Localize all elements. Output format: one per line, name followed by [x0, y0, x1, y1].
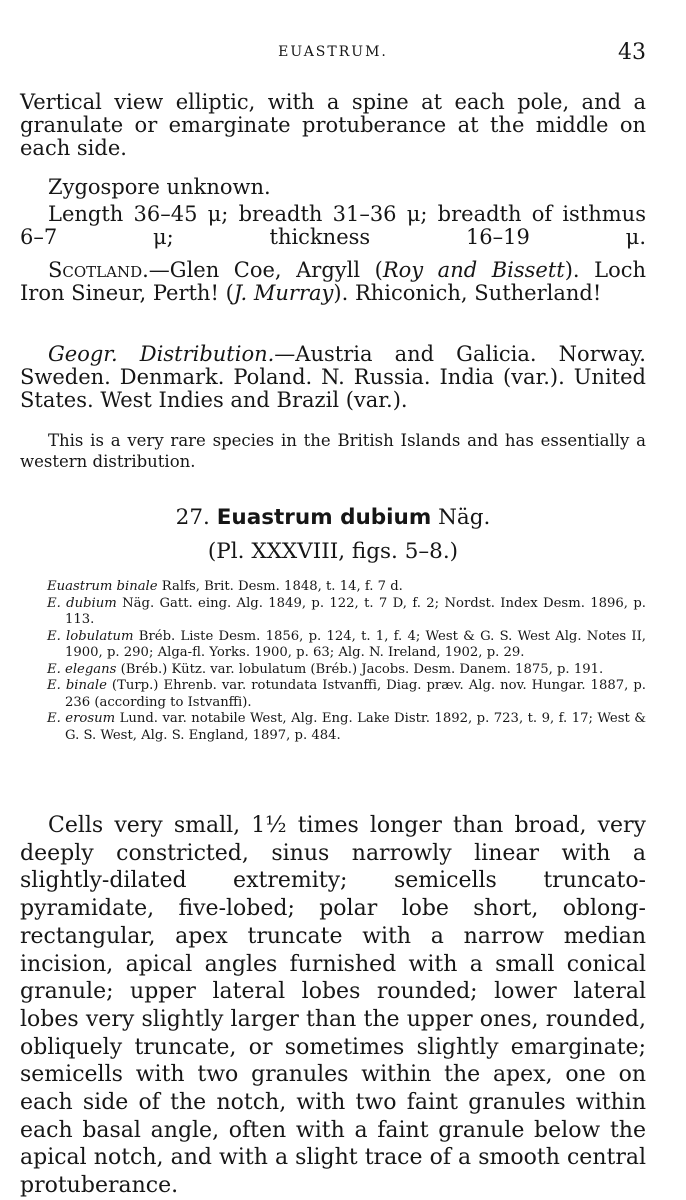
synonym-reference: Bréb. Liste Desm. 1856, p. 124, t. 1, f. 4; West & G. S. West Alg. Notes II, 1900, p. 290; Alga-fl. Yorks. 1900, p. 63; Alg. N. Ireland, 1902, p. 29.	[65, 628, 646, 660]
scotland-localities-paragraph	[20, 259, 646, 305]
zygospore-paragraph: Zygospore unknown.	[48, 175, 271, 199]
synonym-list	[20, 579, 646, 744]
scotland-collectors-2: J. Murray	[233, 281, 334, 305]
scotland-collectors-1: Roy and Bissett	[382, 258, 565, 282]
synonym-item	[47, 711, 646, 744]
page-header	[20, 40, 646, 70]
synonym-item	[47, 629, 646, 662]
species-authority: Näg.	[438, 505, 491, 530]
synonym-name: E. lobulatum	[47, 628, 134, 644]
scotland-label: Scotland.	[48, 258, 149, 282]
synonym-name: E. dubium	[47, 595, 117, 611]
synonym-item	[47, 678, 646, 711]
synonym-name: Euastrum binale	[47, 579, 158, 594]
distribution-label: Geogr. Distribution.	[48, 342, 275, 366]
rarity-note: This is a very rare species in the British Islands and has essentially a western distribution.	[20, 431, 646, 471]
species-description: Cells very small, 1½ times longer than broad, very deeply constricted, sinus narrowly linear with a slightly-dilated extremity; semicells truncato-pyramidate, five-lobed; polar lobe short, oblong-rectangular, apex truncate with a narrow median incision, apical angles furnished with a small conical granule; upper lateral lobes rounded; lower lateral lobes very slightly larger than the upper ones, rounded, obliquely truncate, or sometimes slightly emarginate; semicells with two granules within the apex, one on each side of the notch, with two faint granules within each basal angle, often with a faint granule below the apical notch, and with a slight trace of a smooth central protuberance.	[20, 813, 646, 1199]
page-number: 43	[618, 40, 646, 65]
distribution-paragraph	[20, 343, 646, 412]
dimensions-paragraph: Length 36–45 μ; breadth 31–36 μ; breadth of isthmus 6–7 μ; thickness 16–19 μ.	[20, 202, 646, 249]
synonym-item	[47, 596, 646, 629]
species-name: Euastrum dubium	[216, 505, 432, 530]
species-number: 27.	[175, 505, 210, 530]
synonym-item	[47, 662, 646, 679]
running-title: EUASTRUM.	[278, 44, 388, 60]
species-heading	[20, 505, 646, 531]
synonym-reference: Lund. var. notabile West, Alg. Eng. Lake Distr. 1892, p. 723, t. 9, f. 17; West & G. S. West, Alg. S. England, 1897, p. 484.	[65, 711, 646, 743]
synonym-reference: (Turp.) Ehrenb. var. rotundata Istvanffi, Diag. præv. Alg. nov. Hungar. 1887, p. 236 (according to Istvanffi).	[65, 678, 646, 710]
synonym-reference: Näg. Gatt. eing. Alg. 1849, p. 122, t. 7 D, f. 2; Nordst. Index Desm. 1896, p. 113.	[65, 595, 646, 627]
synonym-name: E. erosum	[47, 711, 116, 726]
synonym-item	[47, 579, 646, 596]
vertical-view-paragraph: Vertical view elliptic, with a spine at each pole, and a granulate or emarginate protuberance at the middle on each side.	[20, 90, 646, 160]
synonym-reference: Ralfs, Brit. Desm. 1848, t. 14, f. 7 d.	[157, 579, 403, 594]
synonym-name: E. elegans	[47, 661, 117, 677]
scotland-text-2: ). Loch Iron Sineur, Perth! (	[20, 258, 647, 305]
species-plate-reference: (Pl. XXXVIII, figs. 5–8.)	[207, 539, 459, 564]
scotland-text-1: —Glen Coe, Argyll (	[148, 258, 383, 282]
scotland-text-3: ). Rhiconich, Sutherland!	[333, 281, 602, 305]
synonym-name: E. binale	[47, 678, 107, 693]
distribution-text: —Austria and Galicia. Norway. Sweden. Denmark. Poland. N. Russia. India (var.). United States. West Indies and Brazil (var.).	[20, 342, 646, 412]
synonym-reference: (Bréb.) Kütz. var. lobulatum (Bréb.) Jacobs. Desm. Danem. 1875, p. 191.	[116, 661, 604, 677]
